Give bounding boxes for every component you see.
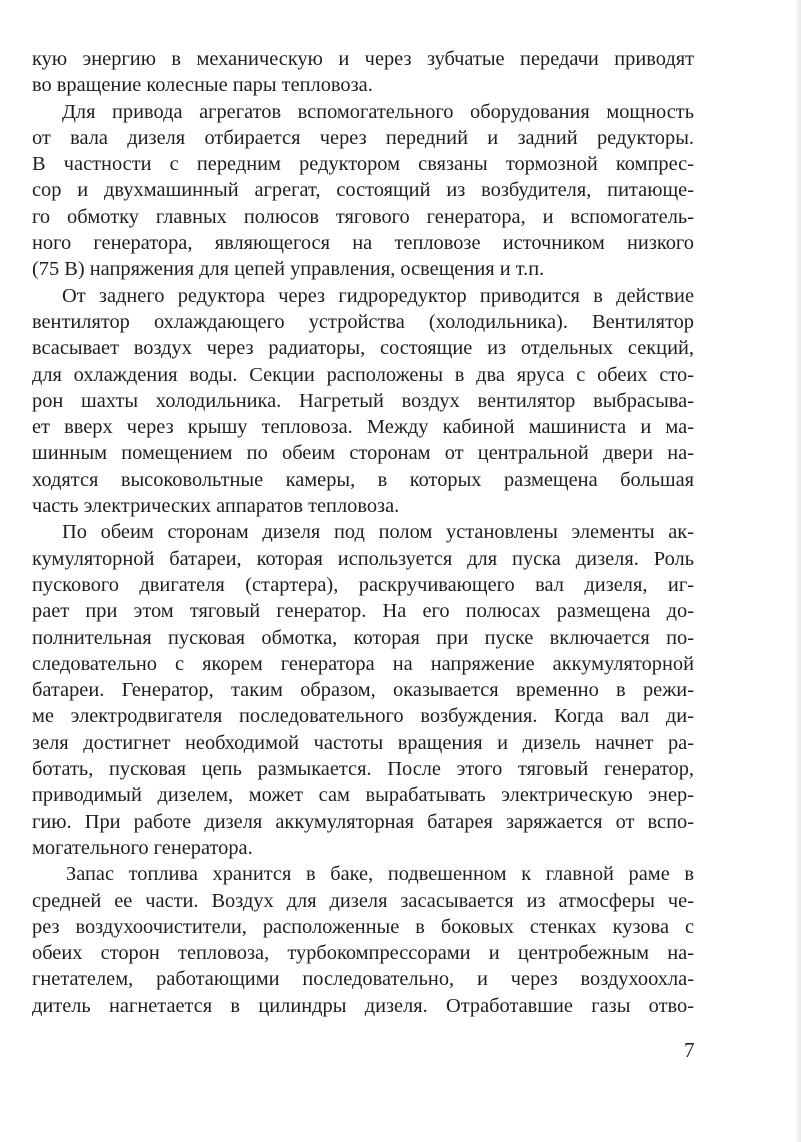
text-line: часть электрических аппаратов тепловоза. [32, 495, 400, 518]
text-line: сор и двухмашинный агрегат, состоящий из возбудителя, питающе- [32, 179, 694, 202]
text-line: средней ее части. Воздух для дизеля засасывается из атмосферы че- [32, 889, 694, 912]
text-line: Для привода агрегатов вспомогательного оборудования мощность [62, 100, 694, 123]
text-line: от вала дизеля отбирается через передний и задний редукторы. [32, 126, 694, 149]
text-line: ет вверх через крышу тепловоза. Между кабиной машиниста и ма- [32, 416, 694, 439]
text-line: всасывает воздух через радиаторы, состоящие из отдельных секций, [32, 337, 694, 360]
paragraph-1 [32, 46, 694, 99]
paragraph-4 [32, 519, 694, 861]
text-line: гнетателем, работающими последовательно, и через воздухоохла- [32, 968, 694, 991]
text-line: ного генератора, являющегося на тепловозе источником низкого [32, 232, 694, 255]
page-edge-shadow [795, 0, 801, 1142]
text-line: вентилятор охлаждающего устройства (холодильника). Вентилятор [32, 310, 694, 333]
text-line: могательного генератора. [32, 836, 253, 859]
text-line: В частности с передним редуктором связаны тормозной компрес- [32, 153, 694, 176]
text-line: кумуляторной батареи, которая используется для пуска дизеля. Роль [32, 547, 694, 570]
page-number: 7 [684, 1038, 695, 1062]
paragraph-5 [32, 861, 694, 1019]
text-line: приводимый дизелем, может сам вырабатывать электрическую энер- [32, 784, 694, 807]
text-line: следовательно с якорем генератора на напряжение аккумуляторной [32, 652, 694, 675]
text-line: От заднего редуктора через гидроредуктор приводится в действие [62, 284, 694, 307]
text-line: во вращение колесные пары тепловоза. [32, 74, 373, 97]
text-line: дитель нагнетается в цилиндры дизеля. Отработавшие газы отво- [32, 994, 694, 1017]
text-line: ботать, пусковая цепь размыкается. После этого тяговый генератор, [32, 758, 694, 781]
paragraph-3 [32, 283, 694, 520]
text-line: кую энергию в механическую и через зубчатые передачи приводят [32, 48, 694, 70]
text-line: пускового двигателя (стартера), раскручивающего вал дизеля, иг- [32, 573, 694, 596]
text-line: Запас топлива хранится в баке, подвешенном к главной раме в [66, 863, 694, 886]
text-line: для охлаждения воды. Секции расположены в два яруса с обеих сто- [32, 363, 694, 386]
text-line: го обмотку главных полюсов тягового генератора, и вспомогатель- [32, 205, 694, 228]
text-line: батареи. Генератор, таким образом, оказывается временно в режи- [32, 679, 694, 702]
text-line: полнительная пусковая обмотка, которая при пуске включается по- [32, 626, 694, 649]
text-line: рез воздухоочистители, расположенные в боковых стенках кузова с [32, 915, 694, 938]
page-text-body [32, 46, 694, 1019]
text-line: рает при этом тяговый генератор. На его полюсах размещена до- [32, 600, 694, 623]
text-line: гию. При работе дизеля аккумуляторная батарея заряжается от вспо- [32, 810, 694, 833]
text-line: зеля достигнет необходимой частоты вращения и дизель начнет ра- [32, 731, 694, 754]
text-line: По обеим сторонам дизеля под полом установлены элементы ак- [62, 521, 694, 544]
paragraph-2 [32, 99, 694, 283]
text-line: ходятся высоковольтные камеры, в которых размещена большая [32, 468, 694, 491]
text-line: рон шахты холодильника. Нагретый воздух вентилятор выбрасыва- [32, 389, 694, 412]
text-line: шинным помещением по обеим сторонам от центральной двери на- [32, 442, 694, 465]
text-line: (75 В) напряжения для цепей управления, освещения и т.п. [32, 258, 545, 281]
text-line: обеих сторон тепловоза, турбокомпрессорами и центробежным на- [32, 942, 694, 965]
text-line: ме электродвигателя последовательного возбуждения. Когда вал ди- [32, 705, 694, 728]
